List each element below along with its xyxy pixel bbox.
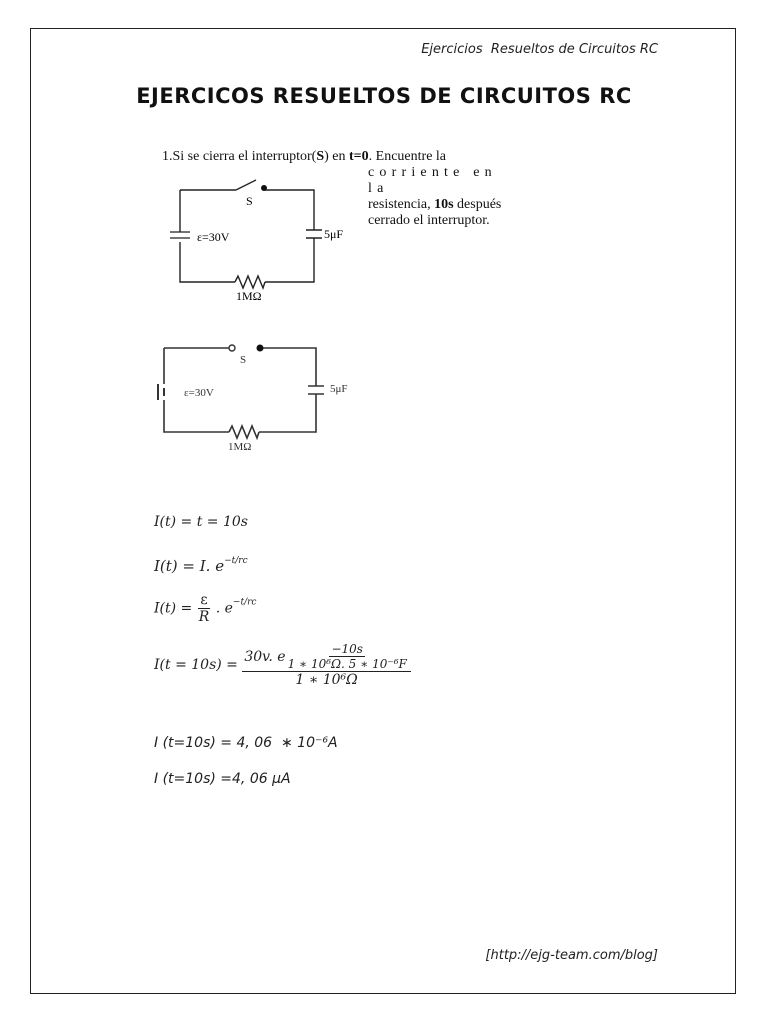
result-1: I (t=10s) = 4, 06 ∗ 10⁻⁶A xyxy=(154,735,338,751)
battery-1-plates xyxy=(170,232,190,238)
battery-2-plates xyxy=(158,384,164,400)
switch-1-label: S xyxy=(246,194,253,208)
equation-2: I(t) = I. $e^{-t/rc}$ xyxy=(154,556,248,575)
switch-1-blade xyxy=(236,180,256,190)
capacitor-2-plates xyxy=(308,386,324,394)
capacitor-1-label: 5μF xyxy=(324,227,344,241)
footer-link[interactable]: [http://ejg-team.com/blog] xyxy=(485,948,658,963)
document-title: EJERCICOS RESUELTOS DE CIRCUITOS RC xyxy=(136,84,632,108)
equation-3: I(t) = $\frac{\varepsilon}{R}$ . $e^{-t/rc}$ xyxy=(154,592,257,625)
equation-4: I(t = 10s) = 30v. e $\frac{-10s}{\text{1 ∗ 10⁶Ω. 5 ∗ 10⁻⁶F}}$ 1 ∗ 10⁶Ω xyxy=(154,642,411,688)
problem-line-3: resistencia, 10s después xyxy=(368,197,502,212)
capacitor-1-plates xyxy=(306,230,322,238)
switch-2-label: S xyxy=(240,354,247,366)
problem-line-1: 1.Si se cierra el interruptor(S) en t=0. Encuentre la xyxy=(162,149,447,164)
circuit-diagram-1 xyxy=(160,172,360,304)
capacitor-2-label: 5μF xyxy=(330,383,348,395)
problem-line-4: cerrado el interruptor. xyxy=(368,213,490,228)
equation-1: I(t) = t = 10s xyxy=(154,514,248,530)
circuit-diagram-2 xyxy=(154,336,364,456)
resistor-2-label: 1MΩ xyxy=(228,441,252,453)
header-note: Ejercicios Resueltos de Circuitos RC xyxy=(421,42,658,57)
problem-line-2: corriente en la xyxy=(368,165,497,196)
resistor-1-zigzag xyxy=(235,276,265,288)
resistor-2-zigzag xyxy=(229,426,259,438)
emf-1-label: ε=30V xyxy=(197,230,230,244)
problem-number: 1. xyxy=(162,149,173,164)
emf-2-label: ε=30V xyxy=(184,387,214,399)
resistor-1-label: 1MΩ xyxy=(236,289,262,303)
result-2: I (t=10s) =4, 06 μA xyxy=(154,771,291,787)
